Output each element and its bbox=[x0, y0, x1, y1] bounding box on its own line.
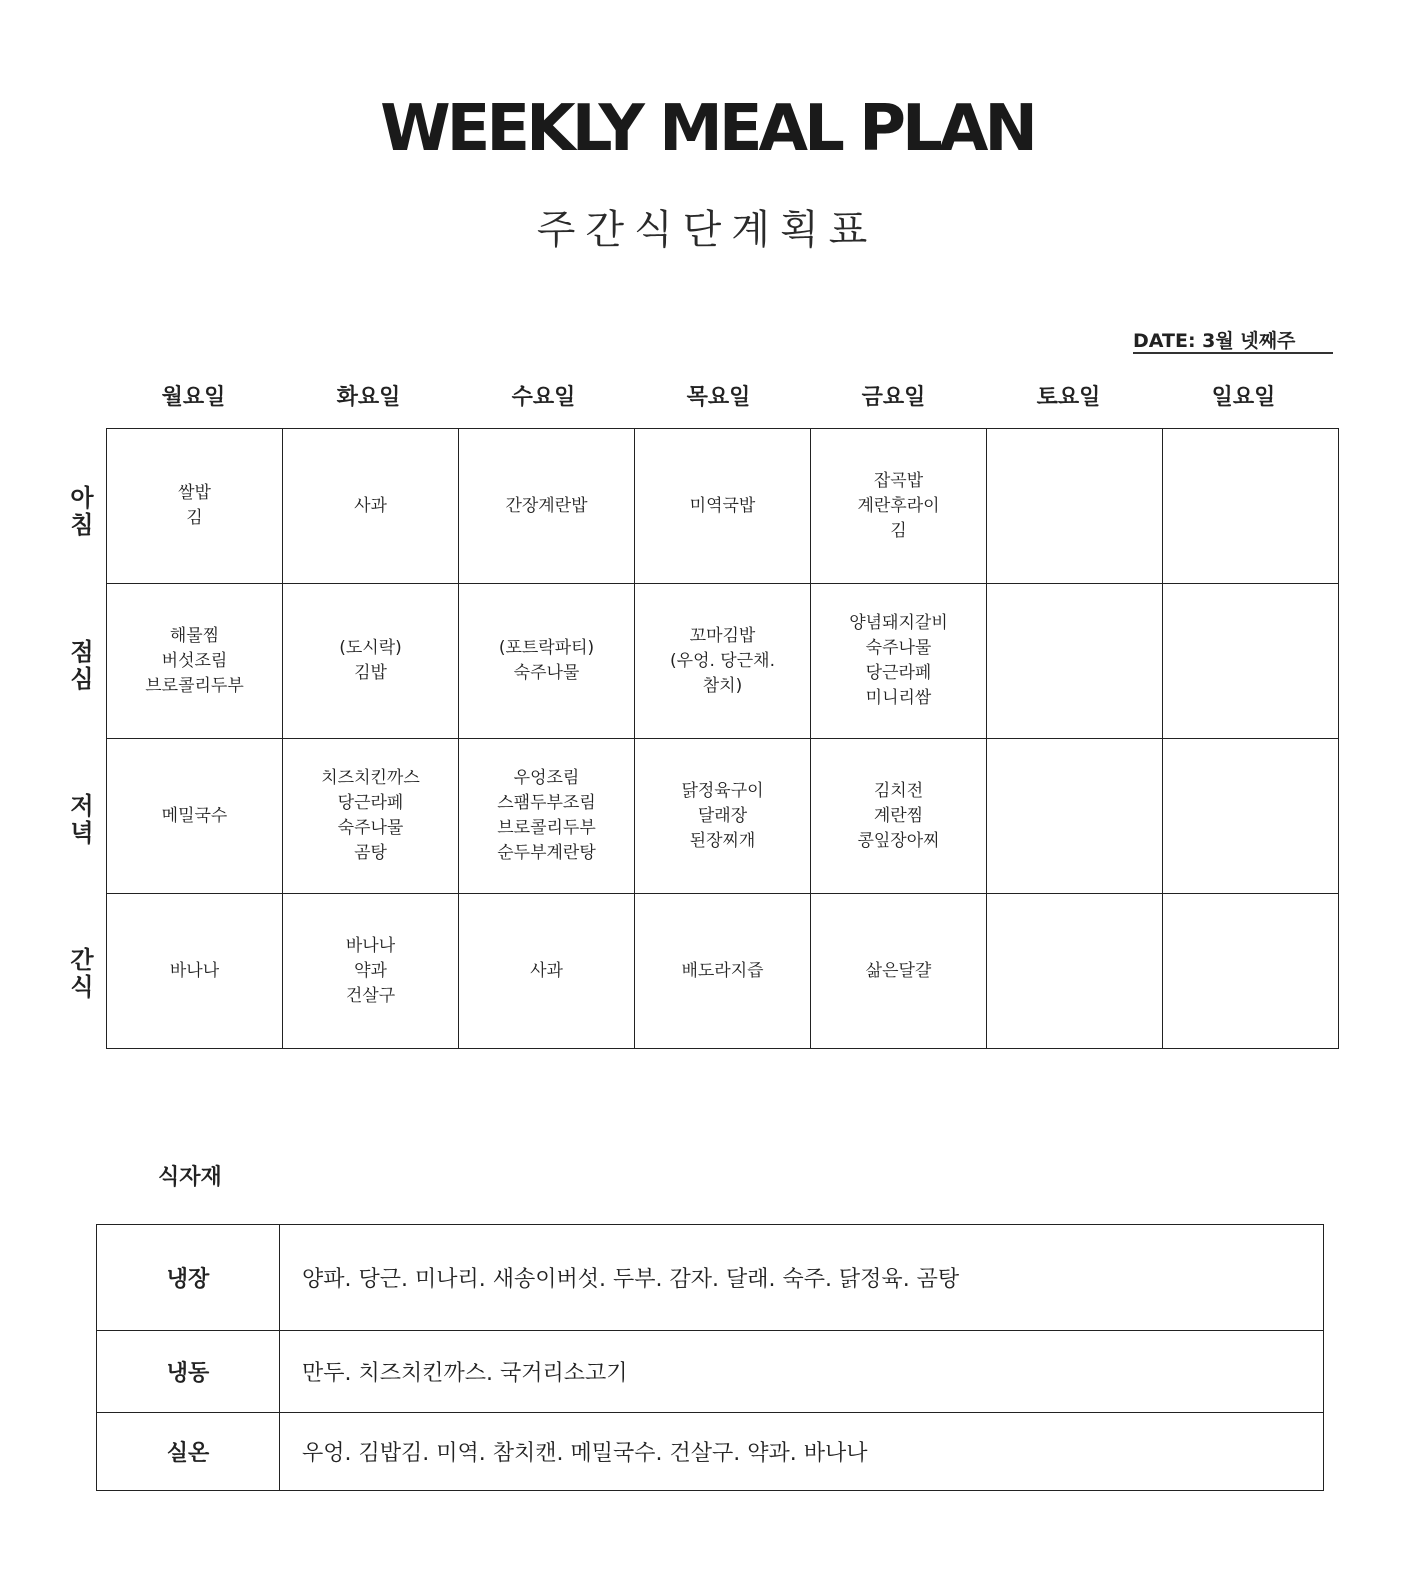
meal-item: 된장찌개 bbox=[689, 830, 756, 851]
meal-cell bbox=[107, 584, 283, 739]
row-label-char: 녁 bbox=[70, 819, 94, 847]
meal-item: 치즈치킨까스 bbox=[321, 768, 420, 788]
meal-cell bbox=[459, 739, 635, 894]
meal-item: 김 bbox=[890, 520, 907, 541]
meal-cell bbox=[811, 739, 987, 894]
day-header-fri: 금요일 bbox=[861, 385, 926, 410]
meal-cell bbox=[1163, 584, 1339, 739]
meal-item: 해물찜 bbox=[169, 625, 220, 646]
day-header-thu: 목요일 bbox=[686, 385, 751, 410]
row-label-char: 점 bbox=[70, 638, 94, 666]
meal-item: 당근라페 bbox=[337, 793, 404, 813]
meal-row bbox=[107, 429, 1339, 584]
meal-cell bbox=[635, 739, 811, 894]
meal-item: 건살구 bbox=[345, 985, 396, 1006]
page-subtitle: 주간식단계획표 bbox=[536, 207, 878, 253]
row-label-char: 침 bbox=[70, 511, 94, 539]
ingredients-row-value: 양파. 당근. 미나리. 새송이버섯. 두부. 감자. 달래. 숙주. 닭정육. 곰탕 bbox=[280, 1225, 1324, 1331]
ingredients-row-value: 우엉. 김밥김. 미역. 참치캔. 메밀국수. 건살구. 약과. 바나나 bbox=[280, 1413, 1324, 1491]
day-header-mon: 월요일 bbox=[161, 385, 226, 410]
meal-item: 숙주나물 bbox=[513, 663, 580, 683]
meal-cell bbox=[459, 584, 635, 739]
row-label-char: 식 bbox=[70, 973, 94, 1001]
meal-plan-table bbox=[106, 428, 1339, 1049]
day-header-sun: 일요일 bbox=[1211, 385, 1276, 410]
meal-cell bbox=[987, 739, 1163, 894]
meal-item: 계란찜 bbox=[873, 805, 924, 826]
meal-item: (도시락) bbox=[339, 638, 402, 658]
row-label-char: 저 bbox=[70, 792, 94, 820]
meal-item: 간장계란밥 bbox=[505, 495, 588, 516]
meal-item: 메밀국수 bbox=[161, 805, 228, 826]
ingredients-row-label: 실온 bbox=[97, 1413, 280, 1491]
meal-item: 브로콜리두부 bbox=[497, 818, 596, 838]
meal-cell bbox=[283, 584, 459, 739]
meal-item: 숙주나물 bbox=[337, 818, 404, 838]
meal-item: 바나나 bbox=[169, 960, 220, 981]
row-label-char: 심 bbox=[70, 665, 94, 693]
meal-cell bbox=[107, 429, 283, 584]
meal-cell bbox=[459, 429, 635, 584]
meal-item: 미역국밥 bbox=[689, 495, 756, 516]
meal-cell bbox=[1163, 894, 1339, 1049]
ingredients-row-label: 냉장 bbox=[97, 1225, 280, 1331]
meal-cell bbox=[283, 739, 459, 894]
meal-item: 잡곡밥 bbox=[873, 470, 924, 491]
row-label-char: 간 bbox=[70, 946, 94, 974]
date-field: DATE: 3월 넷째주 bbox=[1133, 326, 1333, 354]
meal-cell bbox=[635, 429, 811, 584]
day-header-tue: 화요일 bbox=[336, 385, 401, 410]
meal-item: 닭정육구이 bbox=[681, 780, 764, 801]
meal-item: 브로콜리두부 bbox=[145, 675, 244, 696]
meal-cell bbox=[811, 429, 987, 584]
day-header-sat: 토요일 bbox=[1036, 385, 1101, 410]
page-title: WEEKLY MEAL PLAN bbox=[380, 92, 1034, 166]
meal-cell bbox=[107, 739, 283, 894]
ingredients-row-value: 만두. 치즈치킨까스. 국거리소고기 bbox=[280, 1331, 1324, 1413]
meal-item: 배도라지즙 bbox=[681, 960, 764, 981]
meal-item: 김 bbox=[186, 508, 203, 528]
meal-item: 약과 bbox=[354, 960, 387, 981]
meal-item: (우엉. 당근채. bbox=[670, 650, 775, 671]
meal-item: 계란후라이 bbox=[857, 495, 940, 516]
meal-item: 사과 bbox=[530, 960, 563, 981]
meal-cell bbox=[1163, 739, 1339, 894]
meal-item: 스팸두부조림 bbox=[497, 793, 596, 813]
meal-cell bbox=[107, 894, 283, 1049]
meal-cell bbox=[811, 894, 987, 1049]
meal-item: 김치전 bbox=[873, 780, 924, 801]
meal-item: 쌀밥 bbox=[178, 483, 211, 503]
meal-item: 참치) bbox=[702, 675, 743, 696]
meal-cell bbox=[987, 584, 1163, 739]
day-header-wed: 수요일 bbox=[511, 385, 576, 410]
meal-cell bbox=[283, 894, 459, 1049]
ingredients-row-fridge bbox=[97, 1225, 1324, 1331]
meal-item: 달래장 bbox=[697, 805, 748, 826]
meal-cell bbox=[811, 584, 987, 739]
meal-row bbox=[107, 739, 1339, 894]
meal-item: 당근라페 bbox=[865, 663, 932, 683]
meal-cell bbox=[635, 894, 811, 1049]
ingredients-table bbox=[96, 1224, 1324, 1491]
ingredients-title: 식자재 bbox=[158, 1165, 222, 1190]
row-label-snack bbox=[64, 947, 100, 1001]
meal-row bbox=[107, 894, 1339, 1049]
meal-item: 미니리쌈 bbox=[865, 688, 932, 708]
meal-item: 김밥 bbox=[354, 663, 387, 683]
ingredients-row-freezer bbox=[97, 1331, 1324, 1413]
meal-item: 숙주나물 bbox=[865, 638, 932, 658]
meal-item: 삶은달걀 bbox=[865, 960, 932, 981]
meal-item: 콩잎장아찌 bbox=[857, 830, 940, 851]
meal-cell bbox=[283, 429, 459, 584]
meal-item: 사과 bbox=[354, 495, 387, 516]
ingredients-row-pantry bbox=[97, 1413, 1324, 1491]
row-label-dinner bbox=[64, 793, 100, 847]
meal-item: 꼬마김밥 bbox=[689, 625, 756, 646]
meal-cell bbox=[459, 894, 635, 1049]
meal-item: 순두부계란탕 bbox=[497, 843, 596, 863]
meal-item: 우엉조림 bbox=[513, 768, 580, 788]
meal-item: 버섯조림 bbox=[161, 650, 228, 671]
meal-cell bbox=[987, 429, 1163, 584]
row-label-breakfast bbox=[64, 485, 100, 539]
meal-cell bbox=[987, 894, 1163, 1049]
meal-item: (포트락파티) bbox=[498, 638, 595, 658]
meal-cell bbox=[635, 584, 811, 739]
row-label-lunch bbox=[64, 639, 100, 693]
meal-item: 곰탕 bbox=[354, 843, 387, 863]
meal-item: 양념돼지갈비 bbox=[849, 613, 948, 633]
meal-item: 바나나 bbox=[345, 935, 396, 956]
meal-row bbox=[107, 584, 1339, 739]
ingredients-row-label: 냉동 bbox=[97, 1331, 280, 1413]
meal-cell bbox=[1163, 429, 1339, 584]
row-label-char: 아 bbox=[70, 484, 94, 512]
